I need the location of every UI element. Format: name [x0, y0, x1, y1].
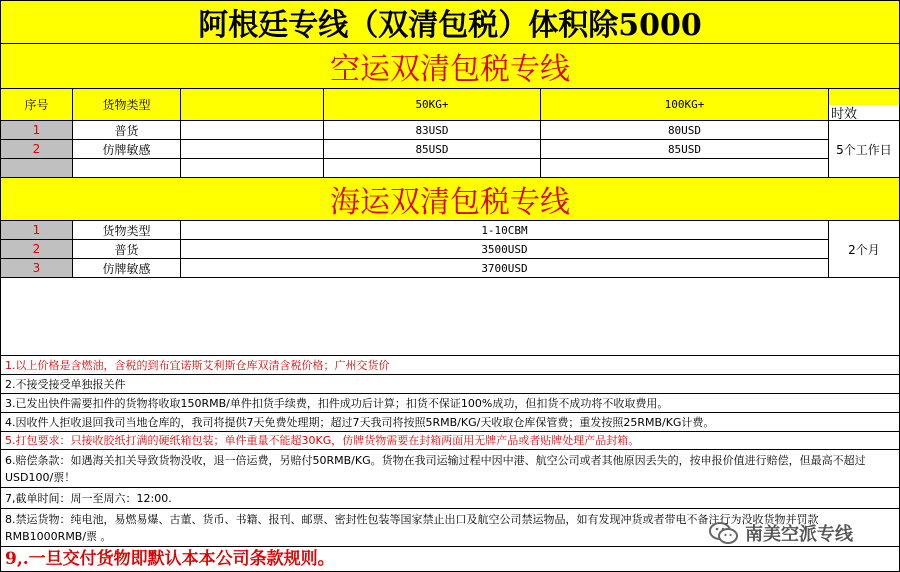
term-8: 8.禁运货物：纯电池，易燃易爆、古董、货币、书籍、报刊、邮票、密封性包装等国家禁止出口及航空公司禁运物品，如有发现冲货或者带电不备注行为没收货物并罚款RMB1000RMB/票 。 — [1, 509, 899, 547]
table-row — [1, 240, 829, 259]
term-6: 6.赔偿条款：如遇海关扣关导致货物没收，退一倍运费，另赔付50RMB/KG。货物在我司运输过程中因中港、航空公司或者其他原因丢失的，按申报价值进行赔偿，但最高不超过USD100/票！ — [1, 450, 899, 488]
header-timing-top — [829, 89, 899, 105]
sea-value: 3500USD — [181, 240, 829, 258]
header-timing: 时效 — [831, 107, 858, 120]
goods-type: 普货 — [73, 121, 181, 139]
term-4: 4.因收件人拒收退回我司当地仓库的，我司将提供7天免费处理期；超过7天我司将按照5RMB/KG/天收取仓库保管费；重发按照25RMB/KG计费。 — [1, 413, 899, 432]
sea-section-title: 海运双清包税专线 — [330, 185, 570, 220]
air-header-row — [1, 89, 899, 121]
header-goods: 货物类型 — [73, 89, 181, 120]
row-number: 2 — [1, 240, 73, 258]
row-number: 1 — [1, 121, 73, 139]
price-100kg: 85USD — [541, 140, 829, 158]
watermark-text: 南美空派专线 — [745, 524, 853, 545]
term-1: 1.以上价格是含燃油，含税的到布宜诺斯艾利斯仓库双清含税价格；广州交货价 — [1, 356, 899, 375]
sea-timing: 2个月 — [829, 221, 899, 278]
row-number: 1 — [1, 221, 73, 239]
table-row — [1, 221, 829, 240]
air-section-row — [1, 44, 899, 89]
sea-section-row — [1, 178, 899, 221]
price-50kg: 85USD — [324, 140, 541, 158]
wechat-icon — [709, 521, 739, 545]
goods-type: 普货 — [73, 240, 181, 258]
table-row — [1, 259, 829, 278]
price-50kg: 83USD — [324, 121, 541, 139]
row-number: 3 — [1, 259, 73, 277]
table-row-empty — [1, 159, 829, 178]
header-50kg: 50KG+ — [324, 89, 541, 120]
table-row — [1, 140, 829, 159]
blank-cell — [181, 159, 324, 177]
price-100kg: 80USD — [541, 121, 829, 139]
main-title: 阿根廷专线（双清包税）体积除5000 — [198, 8, 702, 43]
empty-area — [1, 278, 899, 356]
sea-value: 3700USD — [181, 259, 829, 277]
sea-value: 1-10CBM — [181, 221, 829, 239]
term-2: 2.不接受接受单独报关件 — [1, 375, 899, 394]
row-number: 2 — [1, 140, 73, 158]
blank-cell — [541, 159, 829, 177]
air-section-title: 空运双清包税专线 — [330, 52, 570, 87]
row-number — [1, 159, 73, 177]
term-3: 3.已发出快件需要扣件的货物将收取150RMB/单件扣货手续费，扣件成功后计算；扣货不保证100%成功，但扣货不成功将不收取费用。 — [1, 394, 899, 413]
term-9: 9,.一旦交付货物即默认本本公司条款规则。 — [5, 548, 335, 569]
table-row — [1, 121, 829, 140]
blank-cell — [324, 159, 541, 177]
goods-type: 仿牌敏感 — [73, 140, 181, 158]
goods-type: 仿牌敏感 — [73, 259, 181, 277]
term-5: 5.打包要求：只接收胶纸打满的硬纸箱包装；单件重量不能超30KG，仿牌货物需要在封箱两面用无牌产品或者贴牌处理产品封箱。 — [1, 432, 899, 450]
header-blank — [181, 89, 324, 120]
term-7: 7,截单时间：周一至周六：12:00. — [1, 488, 899, 509]
goods-type: 货物类型 — [73, 221, 181, 239]
blank-cell — [181, 140, 324, 158]
blank-cell — [181, 121, 324, 139]
header-no: 序号 — [1, 89, 73, 120]
blank-cell — [73, 159, 181, 177]
main-title-row — [1, 1, 899, 44]
header-100kg: 100KG+ — [541, 89, 829, 120]
air-timing: 5个工作日 — [829, 121, 899, 178]
watermark — [709, 520, 853, 546]
